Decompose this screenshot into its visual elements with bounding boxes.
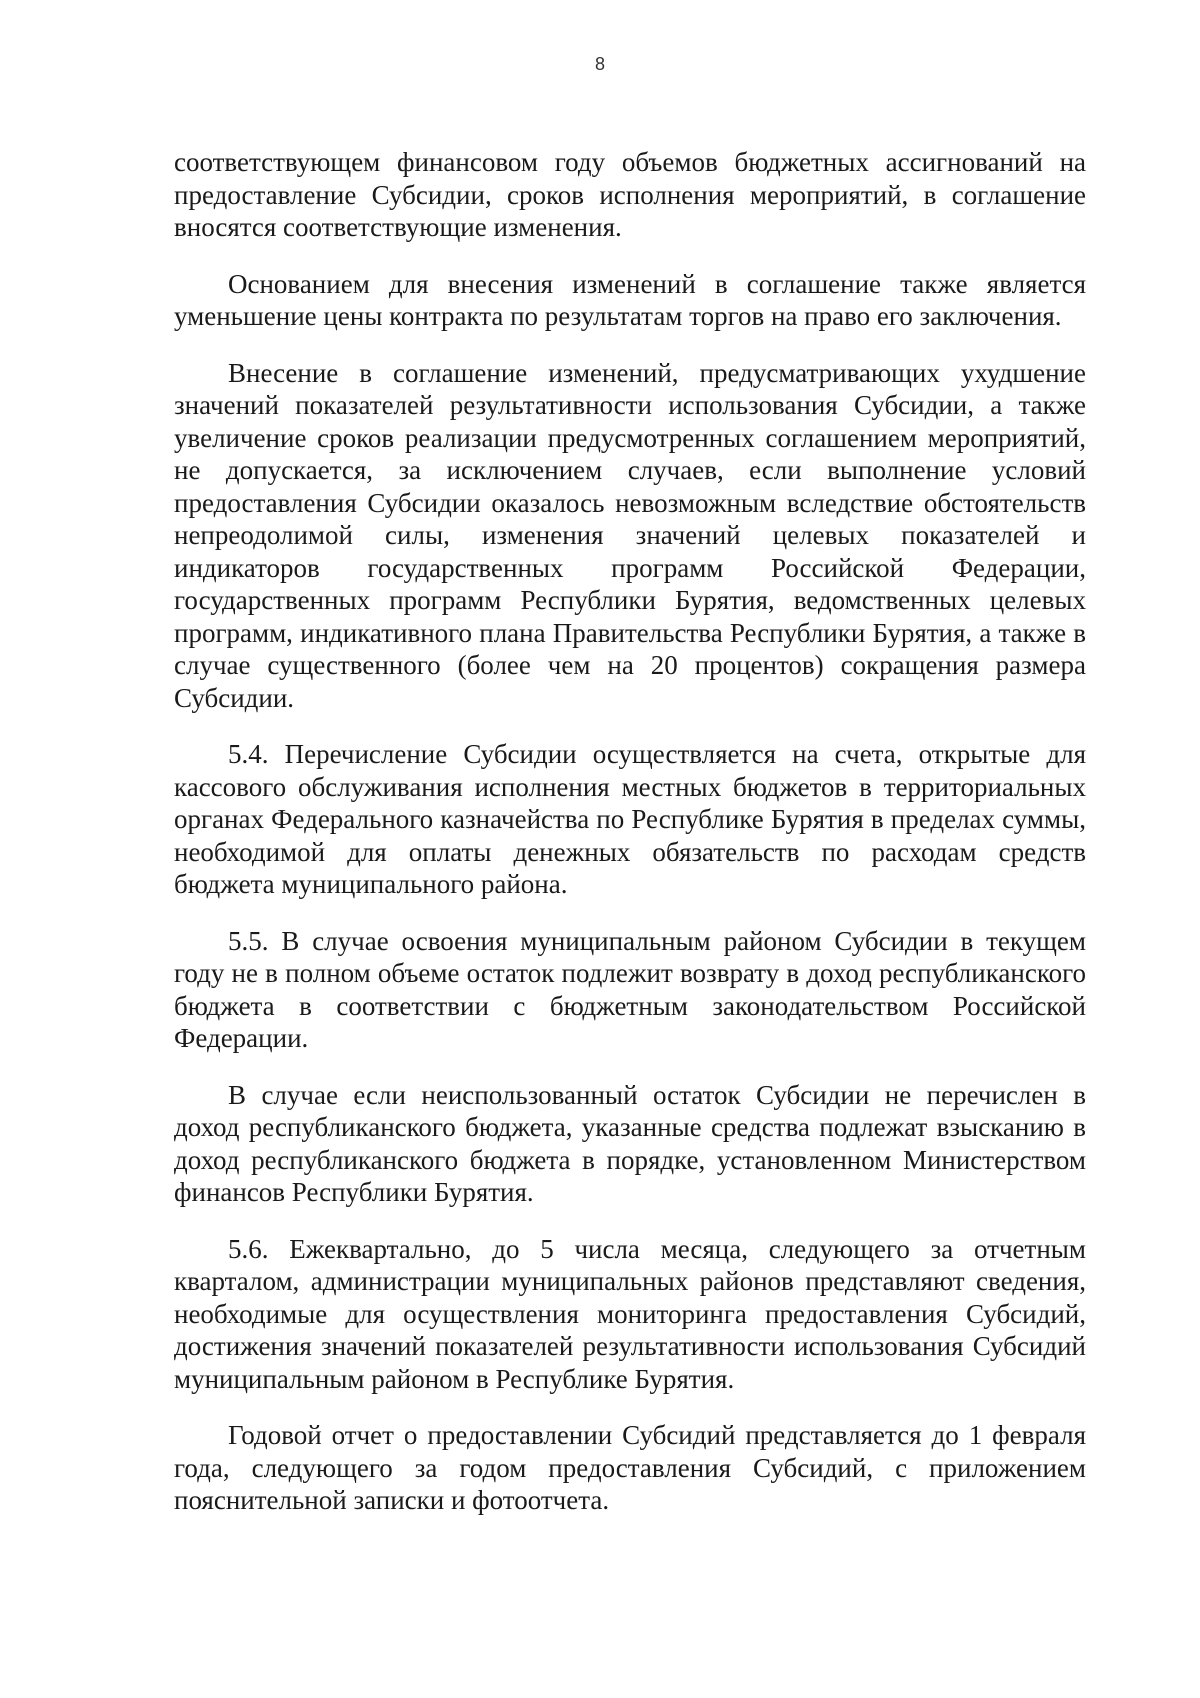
paragraph-clause-5-4: 5.4. Перечисление Субсидии осуществляется на счета, открытые для кассового обслуживания исполнения местных бюджетов в территориальных органах Федерального казначейства по Республике Бурятия в пределах суммы, необходимой для оплаты денежных обязательств по расходам средств бюджета муниципального района.	[174, 739, 1086, 899]
document-body	[174, 146, 1086, 1517]
paragraph-clause-5-5: 5.5. В случае освоения муниципальным районом Субсидии в текущем году не в полном объеме остаток подлежит возврату в доход республиканского бюджета в соответствии с бюджетным законодательством Российской Федерации.	[174, 925, 1086, 1053]
paragraph-clause-5-6: 5.6. Ежеквартально, до 5 числа месяца, следующего за отчетным кварталом, администрации муниципальных районов представляют сведения, необходимые для осуществления мониторинга предоставления Субсидий, достижения значений показателей результативности использования Субсидий муниципальным районом в Республике Бурятия.	[174, 1233, 1086, 1394]
paragraph-unused-remainder: В случае если неиспользованный остаток Субсидии не перечислен в доход республиканского бюджета, указанные средства подлежат взысканию в доход республиканского бюджета в порядке, установленном Министерством финансов Республики Бурятия.	[174, 1079, 1086, 1207]
paragraph-worsening-not-allowed: Внесение в соглашение изменений, предусматривающих ухудшение значений показателей результативности использования Субсидии, а также увеличение сроков реализации предусмотренных соглашением мероприятий, не допускается, за исключением случаев, если выполнение условий предоставления Субсидии оказалось невозможным вследствие обстоятельств непреодолимой силы, изменения значений целевых показателей и индикаторов государственных программ Российской Федерации, государственных программ Республики Бурятия, ведомственных целевых программ, индикативного плана Правительства Республики Бурятия, а также в случае существенного (более чем на 20 процентов) сокращения размера Субсидии.	[174, 357, 1086, 713]
paragraph-annual-report: Годовой отчет о предоставлении Субсидий представляется до 1 февраля года, следующего за годом предоставления Субсидий, с приложением пояснительной записки и фотоотчета.	[174, 1420, 1086, 1515]
paragraph-basis-change: Основанием для внесения изменений в соглашение также является уменьшение цены контракта по результатам торгов на право его заключения.	[174, 268, 1086, 331]
page-number: 8	[594, 54, 605, 74]
paragraph-continuation: соответствующем финансовом году объемов бюджетных ассигнований на предоставление Субсидии, сроков исполнения мероприятий, в соглашение вносятся соответствующие изменения.	[174, 147, 1086, 242]
